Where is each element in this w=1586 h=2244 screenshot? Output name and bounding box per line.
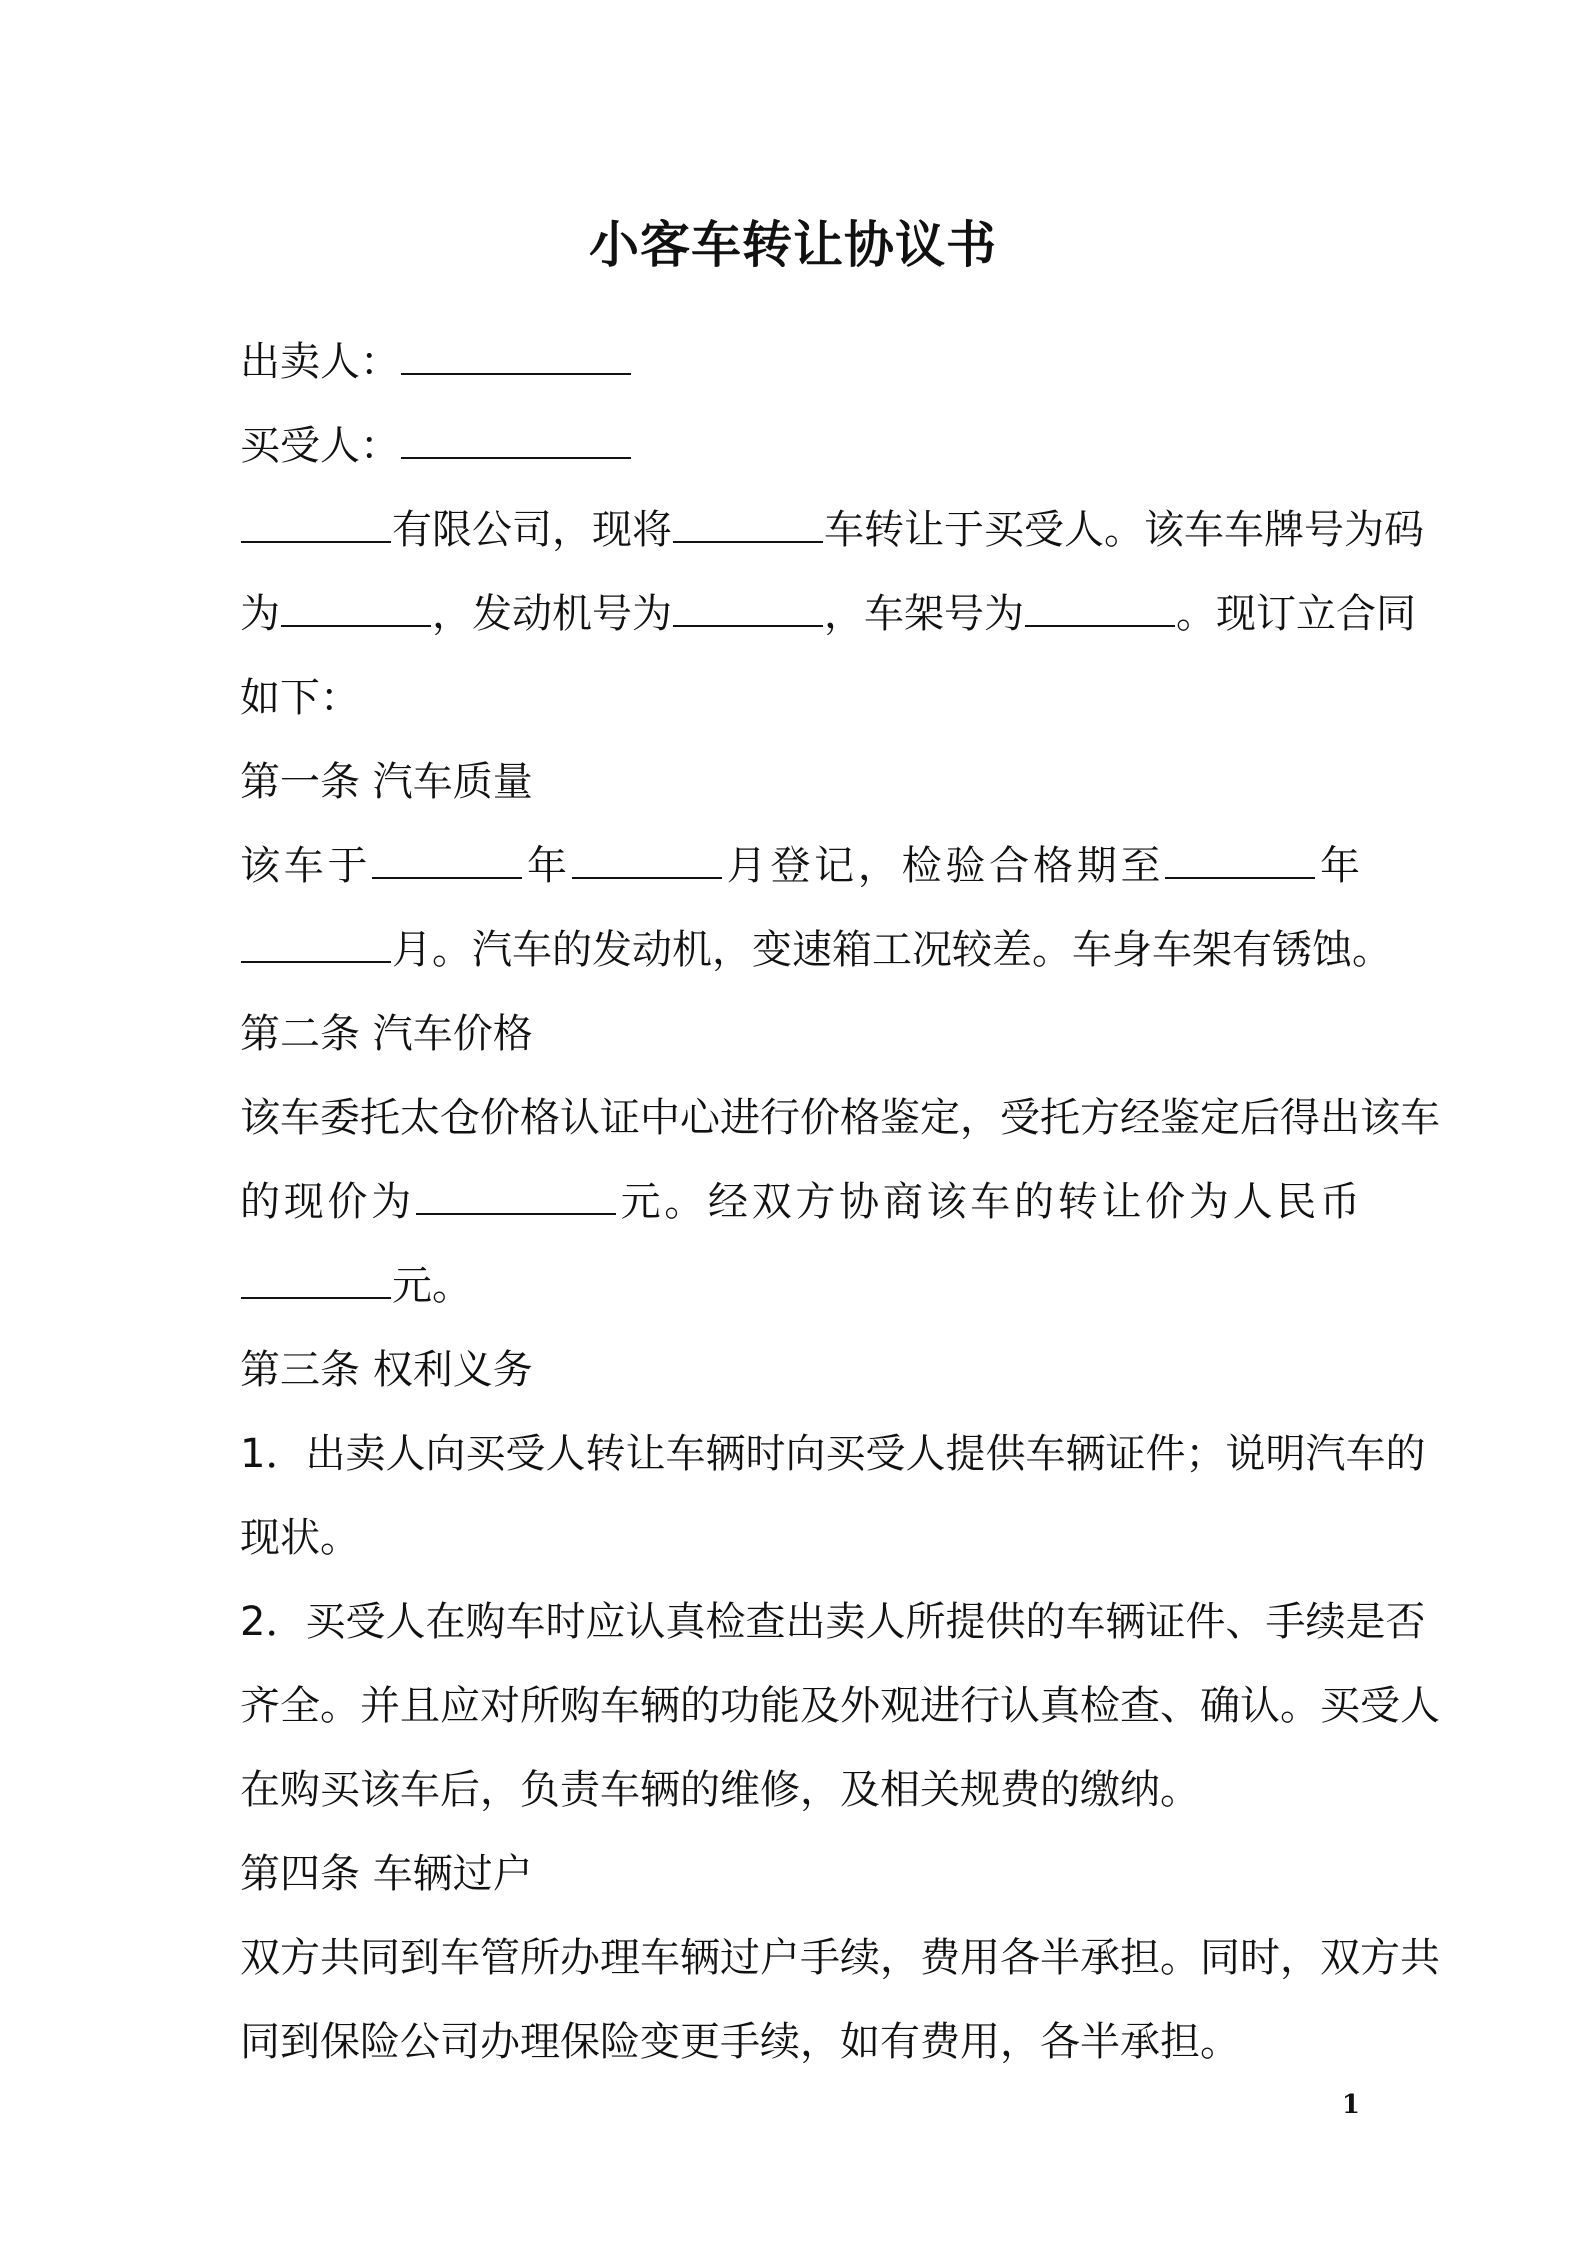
document-title: 小客车转让协议书 xyxy=(589,216,997,274)
intro-text: 为 xyxy=(240,591,280,637)
buyer-blank xyxy=(401,429,631,459)
article-text: 年 xyxy=(523,843,571,889)
seller-line xyxy=(240,320,1360,404)
article-text: 年 xyxy=(1316,843,1361,889)
intro-text: 。现订立合同 xyxy=(1176,591,1416,637)
intro-text: 有限公司，现将 xyxy=(392,507,672,553)
article-3-item-1-line-1: 1．出卖人向买受人转让车辆时向买受人提供车辆证件；说明汽车的 xyxy=(240,1431,1426,1477)
valid-year-blank xyxy=(1165,849,1315,879)
reg-year-blank xyxy=(372,849,522,879)
article-2-line-1: 该车委托太仓价格认证中心进行价格鉴定，受托方经鉴定后得出该车 xyxy=(240,1095,1440,1141)
article-3-item-2-line-1: 2．买受人在购车时应认真检查出卖人所提供的车辆证件、手续是否 xyxy=(240,1599,1426,1645)
intro-text: 车转让于买受人。该车车牌号为码 xyxy=(824,507,1424,553)
plate-blank xyxy=(281,597,431,627)
article-text: 该车于 xyxy=(240,843,372,889)
article-2-heading: 第二条 汽车价格 xyxy=(240,1011,533,1057)
article-3-heading: 第三条 权利义务 xyxy=(240,1347,533,1393)
appraised-price-blank xyxy=(416,1185,616,1215)
article-1-heading: 第一条 汽车质量 xyxy=(240,759,533,805)
engine-blank xyxy=(673,597,823,627)
company-blank xyxy=(241,513,391,543)
valid-month-blank xyxy=(241,933,391,963)
article-3-item-2-line-2: 齐全。并且应对所购车辆的功能及外观进行认真检查、确认。买受人 xyxy=(240,1683,1440,1729)
article-1-line-2 xyxy=(240,908,1392,992)
intro-line-3: 如下： xyxy=(240,675,360,721)
intro-text: ，车架号为 xyxy=(824,591,1024,637)
article-2-line-3 xyxy=(240,1244,1360,1328)
article-3-item-1-line-2: 现状。 xyxy=(240,1515,360,1561)
article-text: 元。 xyxy=(392,1263,472,1309)
document-body xyxy=(240,320,1440,2084)
article-4-line-1: 双方共同到车管所办理车辆过户手续，费用各半承担。同时，双方共 xyxy=(240,1935,1440,1981)
seller-blank xyxy=(401,345,631,375)
intro-line-2 xyxy=(240,572,1416,656)
buyer-line xyxy=(240,404,1360,488)
intro-text: ，发动机号为 xyxy=(432,591,672,637)
article-text: 元。经双方协商该车的转让价为人民币 xyxy=(616,1179,1361,1225)
article-2-line-2 xyxy=(240,1160,1360,1244)
article-4-line-2: 同到保险公司办理保险变更手续，如有费用，各半承担。 xyxy=(240,2019,1240,2065)
article-1-line-1 xyxy=(240,824,1360,908)
buyer-label: 买受人： xyxy=(240,423,400,469)
transfer-price-blank xyxy=(241,1269,391,1299)
article-text: 的现价为 xyxy=(240,1179,415,1225)
article-3-item-2-line-3: 在购买该车后，负责车辆的维修，及相关规费的缴纳。 xyxy=(240,1767,1200,1813)
car-blank xyxy=(673,513,823,543)
page-number: 1 xyxy=(1341,2090,1360,2120)
frame-blank xyxy=(1025,597,1175,627)
article-text: 月。汽车的发动机，变速箱工况较差。车身车架有锈蚀。 xyxy=(392,927,1392,973)
reg-month-blank xyxy=(572,849,722,879)
intro-line-1 xyxy=(240,488,1424,572)
seller-label: 出卖人： xyxy=(240,339,400,385)
article-text: 月登记，检验合格期至 xyxy=(722,843,1165,889)
article-4-heading: 第四条 车辆过户 xyxy=(240,1851,533,1897)
